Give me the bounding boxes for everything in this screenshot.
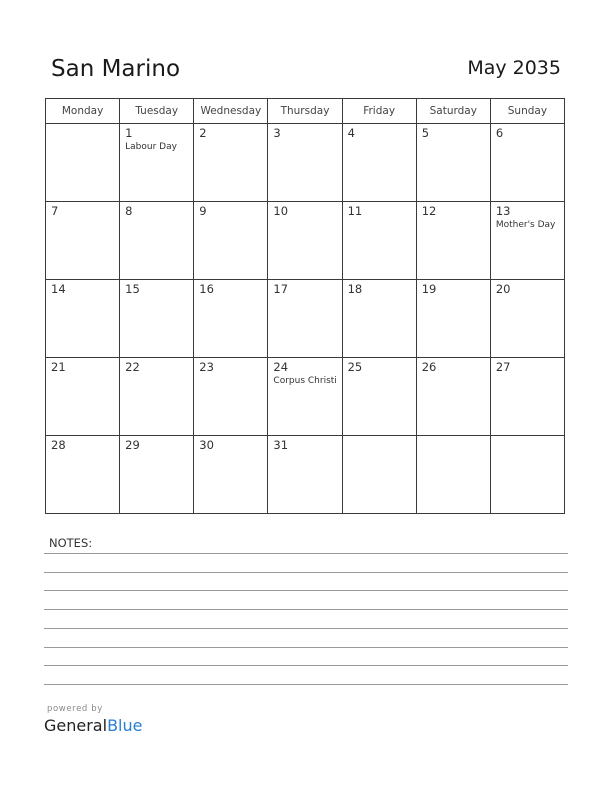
day-cell <box>490 280 564 358</box>
day-cell <box>490 202 564 280</box>
day-cell <box>342 124 416 202</box>
holiday-label: Mother's Day <box>495 220 556 230</box>
day-cell <box>194 358 268 436</box>
day-number: 23 <box>199 360 214 374</box>
day-cell <box>120 124 194 202</box>
day-cell <box>416 202 490 280</box>
day-number: 15 <box>125 282 140 296</box>
month-year-label: May 2035 <box>467 57 561 79</box>
holiday-label: Labour Day <box>125 142 177 152</box>
day-cell <box>416 358 490 436</box>
day-number: 20 <box>495 282 511 296</box>
day-number: 4 <box>347 126 355 140</box>
day-number: 9 <box>199 204 207 218</box>
day-number: 3 <box>273 126 281 140</box>
day-cell <box>194 436 268 514</box>
day-cell <box>46 436 120 514</box>
notes-line <box>44 553 568 554</box>
day-number: 24 <box>273 360 289 374</box>
day-cell <box>46 280 120 358</box>
day-number: 11 <box>347 204 363 218</box>
week-row-5 <box>46 436 565 514</box>
day-number: 8 <box>125 204 133 218</box>
day-number: 29 <box>125 438 140 452</box>
day-cell <box>194 202 268 280</box>
day-number: 22 <box>125 360 140 374</box>
day-number: 16 <box>199 282 214 296</box>
day-cell <box>490 436 564 514</box>
day-number: 26 <box>421 360 437 374</box>
day-cell <box>416 436 490 514</box>
day-number: 5 <box>421 126 430 140</box>
day-cell <box>490 124 564 202</box>
day-cell <box>46 358 120 436</box>
day-cell <box>268 124 342 202</box>
day-number: 1 <box>125 126 133 140</box>
day-cell <box>46 202 120 280</box>
day-cell <box>342 202 416 280</box>
weekday-header-friday: Friday <box>342 99 416 124</box>
day-cell <box>194 280 268 358</box>
calendar-grid <box>45 98 565 514</box>
week-row-1 <box>46 124 565 202</box>
day-number: 14 <box>51 282 66 296</box>
day-number: 13 <box>495 204 511 218</box>
day-cell <box>268 280 342 358</box>
day-number: 28 <box>51 438 66 452</box>
weekday-header-tuesday: Tuesday <box>120 99 194 124</box>
day-number: 30 <box>199 438 214 452</box>
day-number: 21 <box>51 360 66 374</box>
day-cell <box>342 358 416 436</box>
day-cell <box>416 124 490 202</box>
day-cell <box>120 202 194 280</box>
weekday-header-saturday: Saturday <box>416 99 490 124</box>
notes-line <box>44 572 568 573</box>
day-cell <box>342 280 416 358</box>
notes-line <box>44 590 568 591</box>
holiday-label: Corpus Christi <box>273 376 337 386</box>
weekday-header-row <box>46 99 565 124</box>
day-cell <box>268 358 342 436</box>
day-cell <box>342 436 416 514</box>
day-number: 17 <box>273 282 289 296</box>
notes-line <box>44 609 568 610</box>
day-number: 27 <box>495 360 511 374</box>
powered-by-label: powered by <box>47 704 103 714</box>
day-cell <box>268 202 342 280</box>
weekday-header-monday: Monday <box>46 99 120 124</box>
week-row-2 <box>46 202 565 280</box>
page-title: San Marino <box>51 56 181 82</box>
week-row-3 <box>46 280 565 358</box>
day-cell <box>416 280 490 358</box>
notes-line <box>44 665 568 666</box>
day-cell <box>120 436 194 514</box>
notes-line <box>44 628 568 629</box>
weekday-header-thursday: Thursday <box>268 99 342 124</box>
day-number: 31 <box>273 438 289 452</box>
day-cell <box>120 358 194 436</box>
day-number: 12 <box>421 204 437 218</box>
brand-name-general: General <box>44 716 108 735</box>
brand-logo <box>44 716 142 736</box>
notes-line <box>44 647 568 648</box>
notes-line <box>44 684 568 685</box>
day-cell <box>46 124 120 202</box>
day-number: 7 <box>51 204 59 218</box>
day-number: 2 <box>199 126 207 140</box>
day-cell <box>120 280 194 358</box>
day-number: 10 <box>273 204 289 218</box>
day-number: 25 <box>347 360 363 374</box>
day-cell <box>268 436 342 514</box>
brand-name-blue: Blue <box>107 716 143 735</box>
week-row-4 <box>46 358 565 436</box>
day-number: 19 <box>421 282 437 296</box>
notes-label: NOTES: <box>49 536 93 550</box>
day-number: 18 <box>347 282 363 296</box>
day-cell <box>194 124 268 202</box>
day-number: 6 <box>495 126 504 140</box>
weekday-header-sunday: Sunday <box>490 99 564 124</box>
weekday-header-wednesday: Wednesday <box>194 99 268 124</box>
day-cell <box>490 358 564 436</box>
